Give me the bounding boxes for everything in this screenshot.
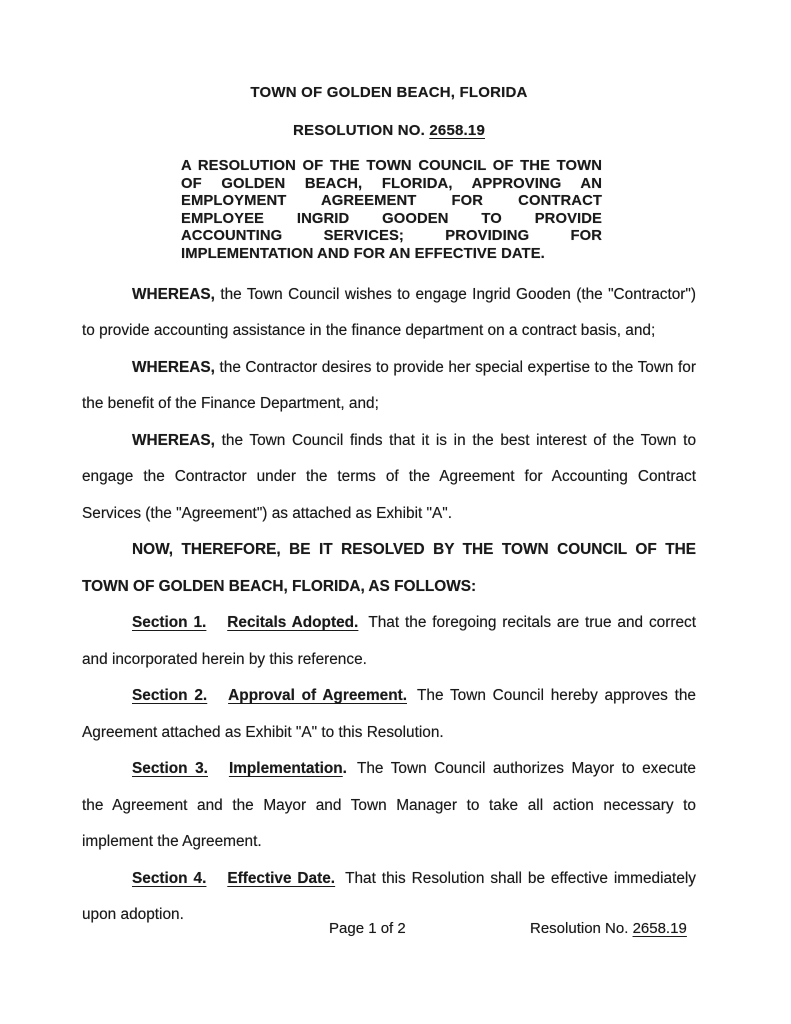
whereas-text: the Town Council wishes to engage Ingrid Gooden (the "Contractor") to provide accounting assistance in the finance department on a contract basis, and; xyxy=(82,285,696,340)
resolution-summary xyxy=(181,158,602,264)
summary-line: EMPLOYMENT AGREEMENT FOR CONTRACT xyxy=(181,193,602,210)
resolution-number-value: 2658.19 xyxy=(429,122,485,139)
whereas-clause-1 xyxy=(82,277,696,350)
whereas-clause-2 xyxy=(82,350,696,423)
whereas-text: the Contractor desires to provide her special expertise to the Town for the benefit of the Finance Department, and; xyxy=(82,358,696,413)
section-number: Section 1. xyxy=(132,614,207,632)
whereas-lead: WHEREAS, xyxy=(132,431,215,449)
section-body: That the foregoing recitals are true and correct and incorporated herein by this reference. xyxy=(82,614,696,668)
whereas-lead: WHEREAS, xyxy=(132,285,215,303)
whereas-text: the Town Council finds that it is in the best interest of the Town to engage the Contractor under the terms of the Agreement for Accounting Contract Services (the "Agreement") as attached as Exhibit "A". xyxy=(82,431,696,522)
section-2 xyxy=(82,678,696,751)
whereas-clause-3 xyxy=(82,423,696,533)
document-content xyxy=(82,0,696,934)
section-heading: Recitals Adopted. xyxy=(227,614,359,632)
resolved-clause: NOW, THEREFORE, BE IT RESOLVED BY THE TOWN COUNCIL OF THE TOWN OF GOLDEN BEACH, FLORIDA, AS FOLLOWS: xyxy=(82,541,696,595)
footer-resolution-value: 2658.19 xyxy=(632,920,687,937)
summary-line: A RESOLUTION OF THE TOWN COUNCIL OF THE TOWN xyxy=(181,158,602,174)
summary-line: ACCOUNTING SERVICES; PROVIDING FOR xyxy=(181,228,602,245)
resolution-number-label: RESOLUTION NO. xyxy=(293,122,430,139)
document-title: TOWN OF GOLDEN BEACH, FLORIDA xyxy=(250,84,528,101)
whereas-lead: WHEREAS, xyxy=(132,358,215,376)
section-1 xyxy=(82,605,696,678)
footer-resolution-label: Resolution No. xyxy=(530,920,633,937)
resolution-number-line xyxy=(82,122,696,139)
section-body: The Town Council authorizes Mayor to execute the Agreement and the Mayor and Town Manager to take all action necessary to implement the Agreement. xyxy=(82,760,696,851)
summary-line: OF GOLDEN BEACH, FLORIDA, APPROVING AN xyxy=(181,175,602,192)
document-body xyxy=(82,277,696,934)
section-heading: Effective Date. xyxy=(227,869,336,887)
summary-line: EMPLOYEE INGRID GOODEN TO PROVIDE xyxy=(181,210,602,227)
section-body: The Town Council hereby approves the Agreement attached as Exhibit "A" to this Resolution. xyxy=(82,687,696,741)
section-body: That this Resolution shall be effective immediately upon adoption. xyxy=(82,869,697,924)
section-heading-suffix: . xyxy=(342,760,347,778)
section-3 xyxy=(82,751,696,861)
footer-resolution-ref xyxy=(530,920,687,937)
section-heading: Implementation xyxy=(228,760,343,778)
page-indicator: Page 1 of 2 xyxy=(329,920,406,937)
summary-line: IMPLEMENTATION AND FOR AN EFFECTIVE DATE. xyxy=(181,245,545,262)
section-number: Section 4. xyxy=(132,869,207,887)
section-number: Section 3. xyxy=(132,760,208,778)
section-heading: Approval of Agreement. xyxy=(228,687,407,705)
section-number: Section 2. xyxy=(132,687,208,705)
